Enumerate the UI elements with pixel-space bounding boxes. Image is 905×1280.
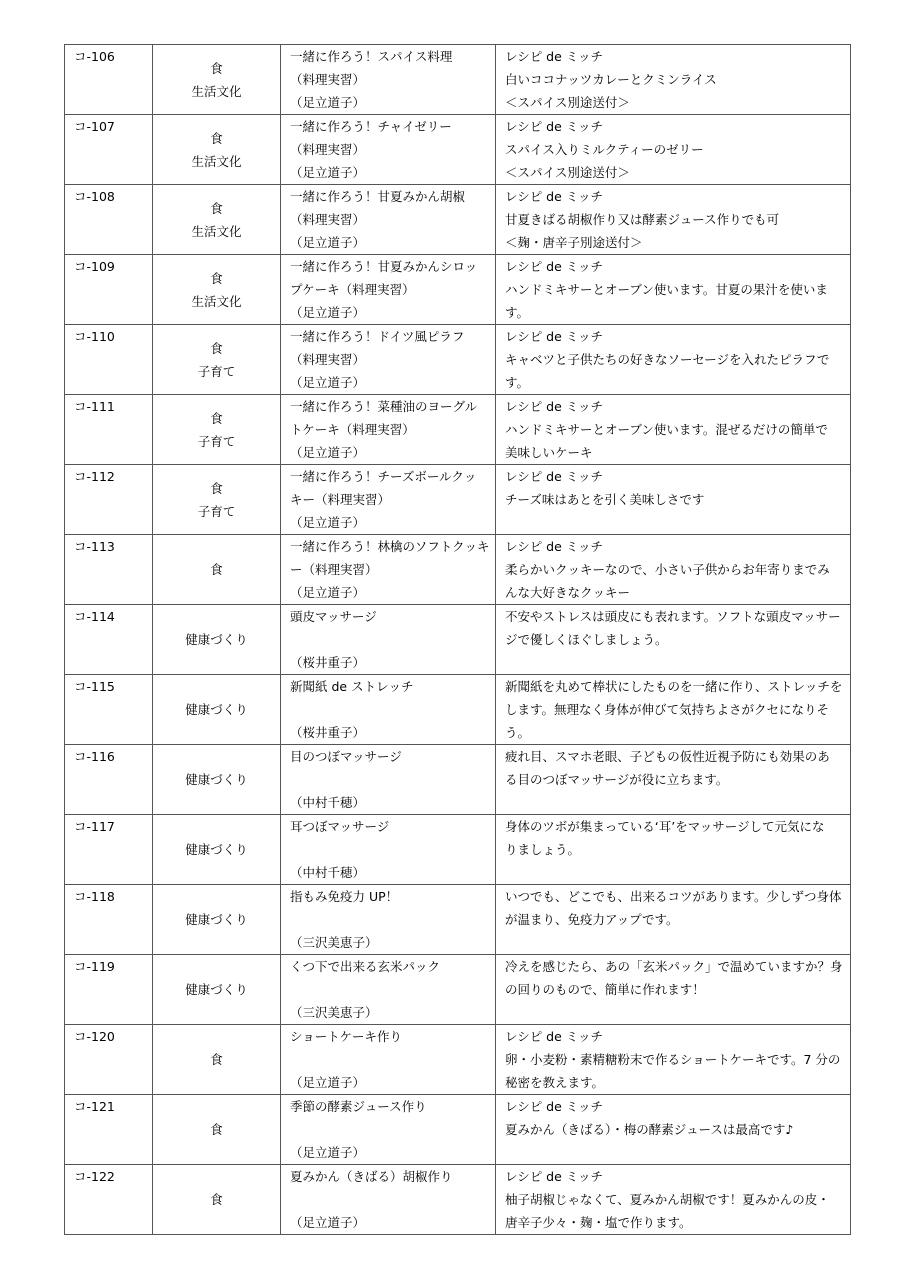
category-label: 食 [210,1192,223,1207]
table-row [65,745,851,815]
course-code: コ-115 [74,679,115,694]
course-description-line: レシピ de ミッチ [505,49,604,64]
course-description-line: レシピ de ミッチ [505,399,604,414]
table-row [65,1165,851,1235]
course-title-cell [281,675,496,745]
course-title-line: 頭皮マッサージ [290,609,377,624]
table-row [65,115,851,185]
course-description-cell [496,1165,851,1235]
course-description-line: ハンドミキサーとオーブン使います。甘夏の果汁を使いま [505,282,828,297]
course-description-line: 唐辛子少々・麹・塩で作ります。 [505,1215,692,1230]
course-title-line: 一緒に作ろう！林檎のソフトクッキ [290,539,490,554]
course-description-line: チーズ味はあとを引く美味しさです [505,492,705,507]
course-title-line [290,838,491,861]
course-title-cell [281,325,496,395]
course-code-cell [65,115,153,185]
course-code-cell [65,325,153,395]
course-description-cell [496,185,851,255]
course-description-line: 不安やストレスは頭皮にも表れます。ソフトな頭皮マッサー [505,609,841,624]
course-description-line [505,511,846,534]
course-description-line: 疲れ目、スマホ老眼、子どもの仮性近視予防にも効果のあ [505,749,830,764]
course-title-line: （足立道子） [290,1075,366,1090]
table-row [65,185,851,255]
course-title-line: （足立道子） [290,375,366,390]
category-cell [153,675,281,745]
category-label: 健康づくり [185,912,248,927]
category-cell [153,395,281,465]
course-title-line: （料理実習） [290,72,366,87]
course-description-line: レシピ de ミッチ [505,1099,604,1114]
course-title-line: トケーキ（料理実習） [290,422,415,437]
course-code: コ-110 [74,329,115,344]
course-code: コ-111 [74,399,115,414]
category-label: 子育て [197,433,236,449]
course-code: コ-109 [74,259,115,274]
course-description-line: 身体のツボが集まっている‘耳’をマッサージして元気にな [505,819,825,834]
category-label: 健康づくり [185,632,248,647]
course-title-line [290,908,491,931]
course-title-line: （料理実習） [290,352,366,367]
course-description-line: 新聞紙を丸めて棒状にしたものを一緒に作り、ストレッチを [505,679,843,694]
course-title-cell [281,465,496,535]
course-title-line [290,1188,491,1211]
course-title-line [290,768,491,791]
course-code-cell [65,395,153,465]
course-code: コ-107 [74,119,115,134]
course-description-cell [496,1095,851,1165]
course-title-line [290,1048,491,1071]
course-description-line: レシピ de ミッチ [505,119,604,134]
course-description-line: 柚子胡椒じゃなくて、夏みかん胡椒です！夏みかんの皮・ [505,1192,830,1207]
course-description-cell [496,465,851,535]
course-code-cell [65,815,153,885]
course-description-line [505,1001,846,1024]
course-title-line: （桜井重子） [290,655,366,670]
course-code-cell [65,1095,153,1165]
table-row [65,955,851,1025]
category-label: 食 [210,130,223,146]
course-code: コ-114 [74,609,115,624]
course-title-line: 一緒に作ろう！甘夏みかん胡椒 [290,189,466,204]
course-description-line: レシピ de ミッチ [505,189,604,204]
category-cell [153,1095,281,1165]
table-row [65,395,851,465]
course-title-line: （三沢美恵子） [290,1005,378,1020]
table-row [65,325,851,395]
course-title-line: 指もみ免疫力 UP！ [290,889,399,904]
course-title-line [290,628,491,651]
course-code: コ-106 [74,49,115,64]
category-label: 子育て [197,503,236,519]
course-title-line [290,1118,491,1141]
table-row [65,535,851,605]
category-label: 食 [210,270,223,286]
course-description-line [505,861,846,884]
category-cell [153,185,281,255]
category-label: 健康づくり [185,982,248,997]
course-code: コ-113 [74,539,115,554]
course-description-line: レシピ de ミッチ [505,539,604,554]
course-description-line: 卵・小麦粉・素精糖粉末で作るショートケーキです。7 分の [505,1052,841,1067]
course-title-cell [281,535,496,605]
category-label: 生活文化 [191,83,242,99]
course-description-line: ＜スパイス別途送付＞ [505,165,630,180]
course-code: コ-121 [74,1099,115,1114]
table-row [65,45,851,115]
category-label: 食 [210,410,223,426]
course-title-line: （足立道子） [290,1145,366,1160]
category-label: 子育て [197,363,236,379]
category-label: 生活文化 [191,153,242,169]
course-title-cell [281,185,496,255]
course-description-line: レシピ de ミッチ [505,469,604,484]
category-label: 食 [210,340,223,356]
course-title-line: 季節の酵素ジュース作り [290,1099,427,1114]
course-description-cell [496,885,851,955]
course-description-line: スパイス入りミルクティーのゼリー [505,142,704,157]
course-description-line [505,651,846,674]
course-description-line: 美味しいケーキ [505,445,593,460]
course-description-line: 夏みかん（きばる）・梅の酵素ジュースは最高です♪ [505,1122,794,1137]
course-title-cell [281,115,496,185]
category-cell [153,115,281,185]
course-title-cell [281,255,496,325]
course-description-cell [496,605,851,675]
course-description-line: う。 [505,725,531,740]
course-title-line: （足立道子） [290,165,366,180]
category-cell [153,465,281,535]
course-code-cell [65,255,153,325]
course-description-line: ＜スパイス別途送付＞ [505,95,630,110]
course-description-line: の回りのもので、簡単に作れます！ [505,982,705,997]
course-description-line [505,1141,846,1164]
course-title-line: （足立道子） [290,585,366,600]
course-code-cell [65,1165,153,1235]
category-cell [153,255,281,325]
course-code-cell [65,885,153,955]
course-table [64,44,851,1235]
course-title-cell [281,1095,496,1165]
course-code-cell [65,745,153,815]
course-title-line: （足立道子） [290,95,366,110]
course-title-line: 一緒に作ろう！菜種油のヨーグル [290,399,478,414]
table-row [65,675,851,745]
category-label: 健康づくり [185,702,248,717]
course-code-cell [65,605,153,675]
course-title-line: 新聞紙 de ストレッチ [290,679,414,694]
category-cell [153,535,281,605]
course-title-cell [281,45,496,115]
course-code-cell [65,465,153,535]
course-description-line: 甘夏きばる胡椒作り又は酵素ジュース作りでも可 [505,212,780,227]
course-title-cell [281,745,496,815]
course-title-line: （足立道子） [290,515,366,530]
category-cell [153,1165,281,1235]
course-title-line: （中村千穂） [290,865,366,880]
course-description-line [505,791,846,814]
category-cell [153,605,281,675]
course-description-line: す。 [505,375,530,390]
table-row [65,465,851,535]
course-description-line: キャベツと子供たちの好きなソーセージを入れたピラフで [505,352,830,367]
course-title-cell [281,815,496,885]
course-description-cell [496,115,851,185]
course-code-cell [65,675,153,745]
course-title-line: ショートケーキ作り [290,1029,403,1044]
course-title-cell [281,955,496,1025]
course-description-cell [496,45,851,115]
course-title-line: （足立道子） [290,445,366,460]
course-title-line: 一緒に作ろう！チーズボールクッ [290,469,477,484]
course-code-cell [65,45,153,115]
course-code: コ-112 [74,469,115,484]
category-label: 健康づくり [185,772,248,787]
course-description-line: 柔らかいクッキーなので、小さい子供からお年寄りまでみ [505,562,830,577]
course-description-line: んな大好きなクッキー [505,585,631,600]
course-title-cell [281,395,496,465]
course-code: コ-119 [74,959,115,974]
category-cell [153,745,281,815]
course-code-cell [65,1025,153,1095]
course-title-line: 夏みかん（きばる）胡椒作り [290,1169,453,1184]
course-description-line: 白いココナッツカレーとクミンライス [505,72,717,87]
category-label: 生活文化 [191,223,242,239]
category-cell [153,325,281,395]
course-description-line: ジで優しくほぐしましょう。 [505,632,668,647]
course-description-line: す。 [505,305,530,320]
course-description-cell [496,745,851,815]
table-row [65,885,851,955]
course-description-cell [496,395,851,465]
course-code: コ-122 [74,1169,115,1184]
course-title-line: （中村千穂） [290,795,366,810]
course-description-cell [496,675,851,745]
course-title-line: 一緒に作ろう！チャイゼリー [290,119,452,134]
course-code: コ-118 [74,889,115,904]
course-description-line: ＜麹・唐辛子別途送付＞ [505,235,643,250]
course-title-line: 耳つぼマッサージ [290,819,390,834]
category-label: 健康づくり [185,842,248,857]
course-title-line: 目のつぼマッサージ [290,749,402,764]
course-title-line: （料理実習） [290,212,366,227]
category-cell [153,955,281,1025]
course-description-line: します。無理なく身体が伸びて気持ちよさがクセになりそ [505,702,830,717]
course-description-line: レシピ de ミッチ [505,329,604,344]
course-title-line: （足立道子） [290,305,366,320]
category-label: 食 [210,1122,223,1137]
course-description-line: 冷えを感じたら、あの「玄米パック」で温めていますか？身 [505,959,843,974]
category-cell [153,885,281,955]
course-code: コ-120 [74,1029,115,1044]
course-description-cell [496,325,851,395]
course-description-line [505,931,846,954]
course-title-line [290,698,491,721]
course-title-line: 一緒に作ろう！ドイツ風ピラフ [290,329,465,344]
course-title-line: プケーキ（料理実習） [290,282,415,297]
course-description-cell [496,535,851,605]
category-label: 食 [210,60,223,76]
course-table-body [65,45,851,1235]
course-code-cell [65,955,153,1025]
course-code: コ-117 [74,819,115,834]
category-cell [153,815,281,885]
course-title-line [290,978,491,1001]
course-title-line: （桜井重子） [290,725,366,740]
course-description-line: 秘密を教えます。 [505,1075,605,1090]
course-title-line: （足立道子） [290,1215,366,1230]
course-title-line: （三沢美恵子） [290,935,378,950]
course-title-line: （足立道子） [290,235,366,250]
category-label: 食 [210,480,223,496]
course-title-line: ー（料理実習） [290,562,378,577]
course-title-line: （料理実習） [290,142,366,157]
course-description-cell [496,255,851,325]
course-title-cell [281,885,496,955]
course-description-cell [496,815,851,885]
course-description-line: ハンドミキサーとオーブン使います。混ぜるだけの簡単で [505,422,828,437]
course-description-line: レシピ de ミッチ [505,1029,604,1044]
course-code: コ-108 [74,189,115,204]
course-title-line: キー（料理実習） [290,492,391,507]
course-description-line: レシピ de ミッチ [505,259,604,274]
course-description-cell [496,955,851,1025]
course-title-cell [281,1165,496,1235]
course-description-line: りましょう。 [505,842,581,857]
course-title-cell [281,1025,496,1095]
course-title-cell [281,605,496,675]
table-row [65,605,851,675]
course-description-cell [496,1025,851,1095]
table-row [65,255,851,325]
course-code-cell [65,535,153,605]
course-code-cell [65,185,153,255]
course-description-line: レシピ de ミッチ [505,1169,604,1184]
course-description-line: が温まり、免疫力アップです。 [505,912,679,927]
category-cell [153,45,281,115]
table-row [65,815,851,885]
course-code: コ-116 [74,749,115,764]
course-description-line: る目のつぼマッサージが役に立ちます。 [505,772,729,787]
course-title-line: くつ下で出来る玄米パック [290,959,441,974]
category-label: 食 [210,200,223,216]
course-title-line: 一緒に作ろう！スパイス料理 [290,49,453,64]
table-row [65,1025,851,1095]
course-title-line: 一緒に作ろう！甘夏みかんシロッ [290,259,478,274]
category-label: 生活文化 [191,293,242,309]
course-description-line: いつでも、どこでも、出来るコツがあります。少しずつ身体 [505,889,842,904]
table-row [65,1095,851,1165]
category-label: 食 [210,562,223,577]
category-label: 食 [210,1052,223,1067]
category-cell [153,1025,281,1095]
